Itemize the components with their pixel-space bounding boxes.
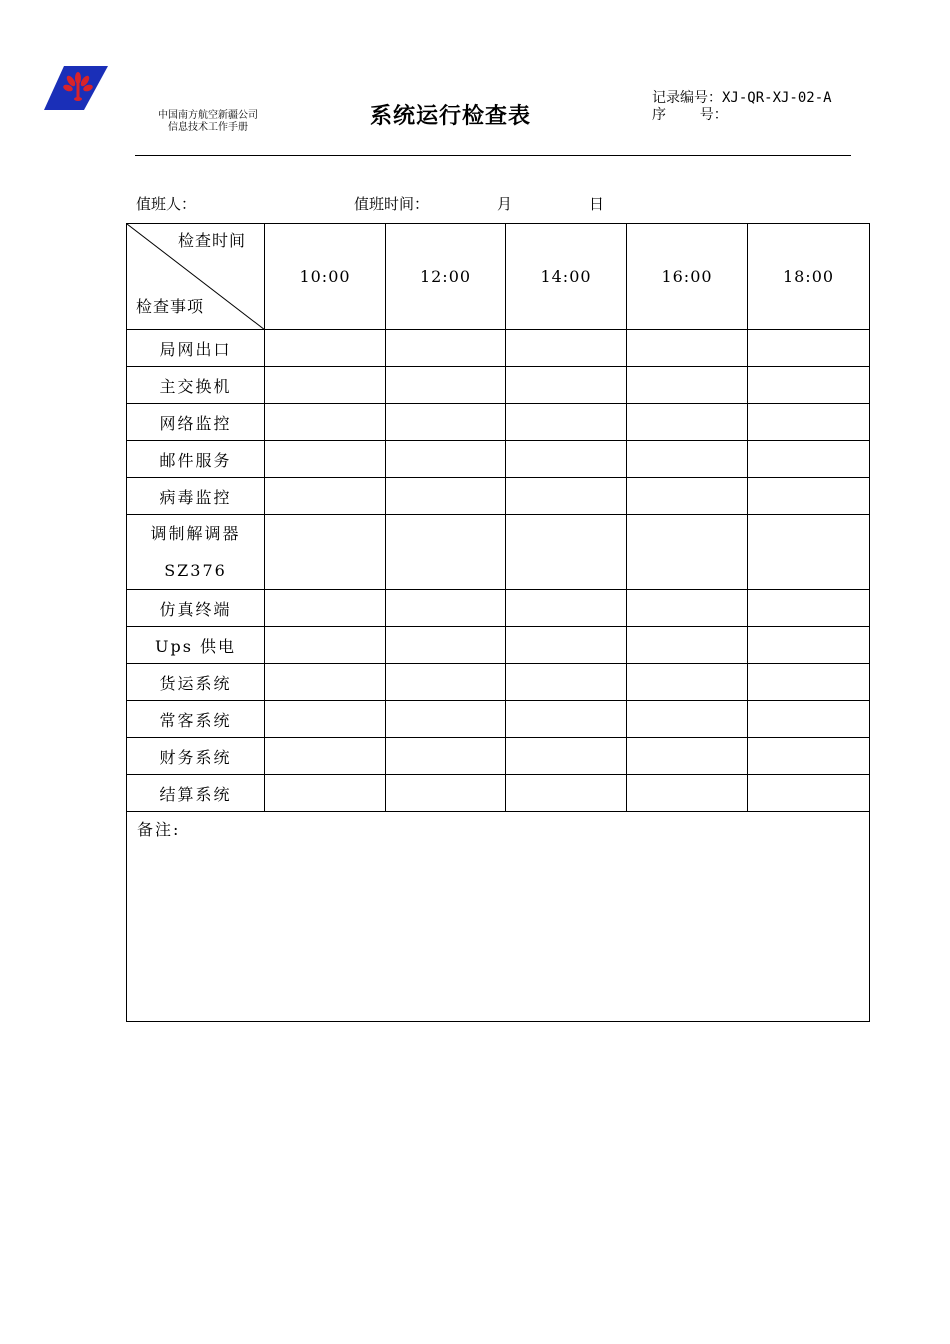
record-number: 记录编号：XJ-QR-XJ-02-A [652,90,832,106]
remarks-label: 备注: [137,820,181,839]
check-cell[interactable] [627,478,748,515]
check-cell[interactable] [506,330,627,367]
check-cell[interactable] [748,367,870,404]
check-cell[interactable] [748,515,870,590]
table-row [127,441,870,478]
item-label-line2: SZ376 [164,561,227,580]
company-manual-name: 信息技术工作手册 [168,122,248,133]
logo-mark-icon [42,64,110,112]
item-label: 货运系统 [127,664,265,701]
check-cell[interactable] [748,701,870,738]
check-cell[interactable] [506,515,627,590]
item-label-line1: 调制解调器 [150,524,241,543]
item-label: 邮件服务 [127,441,265,478]
check-cell[interactable] [627,515,748,590]
check-cell[interactable] [265,701,386,738]
time-header-cell: 16:00 [627,224,748,330]
check-cell[interactable] [748,404,870,441]
check-cell[interactable] [265,738,386,775]
check-cell[interactable] [386,664,506,701]
check-cell[interactable] [506,627,627,664]
duty-time-label: 值班时间： [354,195,430,213]
item-label: 局网出口 [127,330,265,367]
check-cell[interactable] [506,367,627,404]
time-header-cell: 14:00 [506,224,627,330]
company-logo [42,64,110,112]
duty-day-label: 日 [589,195,605,213]
check-cell[interactable] [748,664,870,701]
item-label: Ups 供电 [127,627,265,664]
check-cell[interactable] [506,738,627,775]
sequence-number: 序 号： [652,107,728,123]
check-cell[interactable] [506,478,627,515]
check-cell[interactable] [627,738,748,775]
item-label: 财务系统 [127,738,265,775]
check-cell[interactable] [386,478,506,515]
item-label: 网络监控 [127,404,265,441]
check-cell[interactable] [748,330,870,367]
table-row [127,701,870,738]
check-cell[interactable] [506,664,627,701]
check-cell[interactable] [386,627,506,664]
check-cell[interactable] [627,775,748,812]
item-label: 常客系统 [127,701,265,738]
table-row [127,367,870,404]
duty-month-label: 月 [497,195,513,213]
duty-person-label: 值班人： [136,195,197,213]
check-cell[interactable] [627,367,748,404]
check-cell[interactable] [265,775,386,812]
corner-header-cell [127,224,265,330]
header-divider [135,155,851,156]
check-cell[interactable] [748,478,870,515]
check-cell[interactable] [506,404,627,441]
check-cell[interactable] [386,404,506,441]
check-cell[interactable] [386,330,506,367]
table-header-row [127,224,870,330]
check-cell[interactable] [386,441,506,478]
corner-item-label: 检查事项 [136,297,205,316]
check-cell[interactable] [265,367,386,404]
check-cell[interactable] [506,590,627,627]
check-cell[interactable] [265,664,386,701]
check-cell[interactable] [748,590,870,627]
check-cell[interactable] [265,330,386,367]
table-row [127,590,870,627]
table-row [127,330,870,367]
check-cell[interactable] [748,627,870,664]
item-label: 病毒监控 [127,478,265,515]
table-row [127,627,870,664]
check-cell[interactable] [386,515,506,590]
check-cell[interactable] [627,701,748,738]
table-row [127,775,870,812]
table-row [127,515,870,590]
item-label: 主交换机 [127,367,265,404]
check-cell[interactable] [627,404,748,441]
check-cell[interactable] [265,627,386,664]
check-cell[interactable] [386,590,506,627]
check-cell[interactable] [627,330,748,367]
check-cell[interactable] [748,738,870,775]
time-header-cell: 18:00 [748,224,870,330]
company-name: 中国南方航空新疆公司 [158,110,258,121]
remarks-cell[interactable] [127,812,870,1022]
item-label: 仿真终端 [127,590,265,627]
check-cell[interactable] [386,367,506,404]
check-cell[interactable] [748,441,870,478]
table-row [127,478,870,515]
check-cell[interactable] [265,515,386,590]
time-header-cell: 10:00 [265,224,386,330]
item-label [127,515,265,590]
check-cell[interactable] [627,441,748,478]
check-cell[interactable] [386,775,506,812]
check-cell[interactable] [265,404,386,441]
time-header-cell: 12:00 [386,224,506,330]
check-table [126,223,870,1022]
check-cell[interactable] [506,775,627,812]
check-cell[interactable] [627,627,748,664]
check-cell[interactable] [386,738,506,775]
check-cell[interactable] [265,441,386,478]
document-title: 系统运行检查表 [370,103,532,129]
check-cell[interactable] [506,701,627,738]
check-cell[interactable] [627,590,748,627]
item-label: 结算系统 [127,775,265,812]
table-row [127,738,870,775]
table-row [127,404,870,441]
check-cell[interactable] [748,775,870,812]
check-cell[interactable] [506,441,627,478]
check-cell[interactable] [265,478,386,515]
check-cell[interactable] [627,664,748,701]
remarks-row [127,812,870,1022]
table-row [127,664,870,701]
check-cell[interactable] [386,701,506,738]
corner-time-label: 检查时间 [177,231,246,250]
check-cell[interactable] [265,590,386,627]
